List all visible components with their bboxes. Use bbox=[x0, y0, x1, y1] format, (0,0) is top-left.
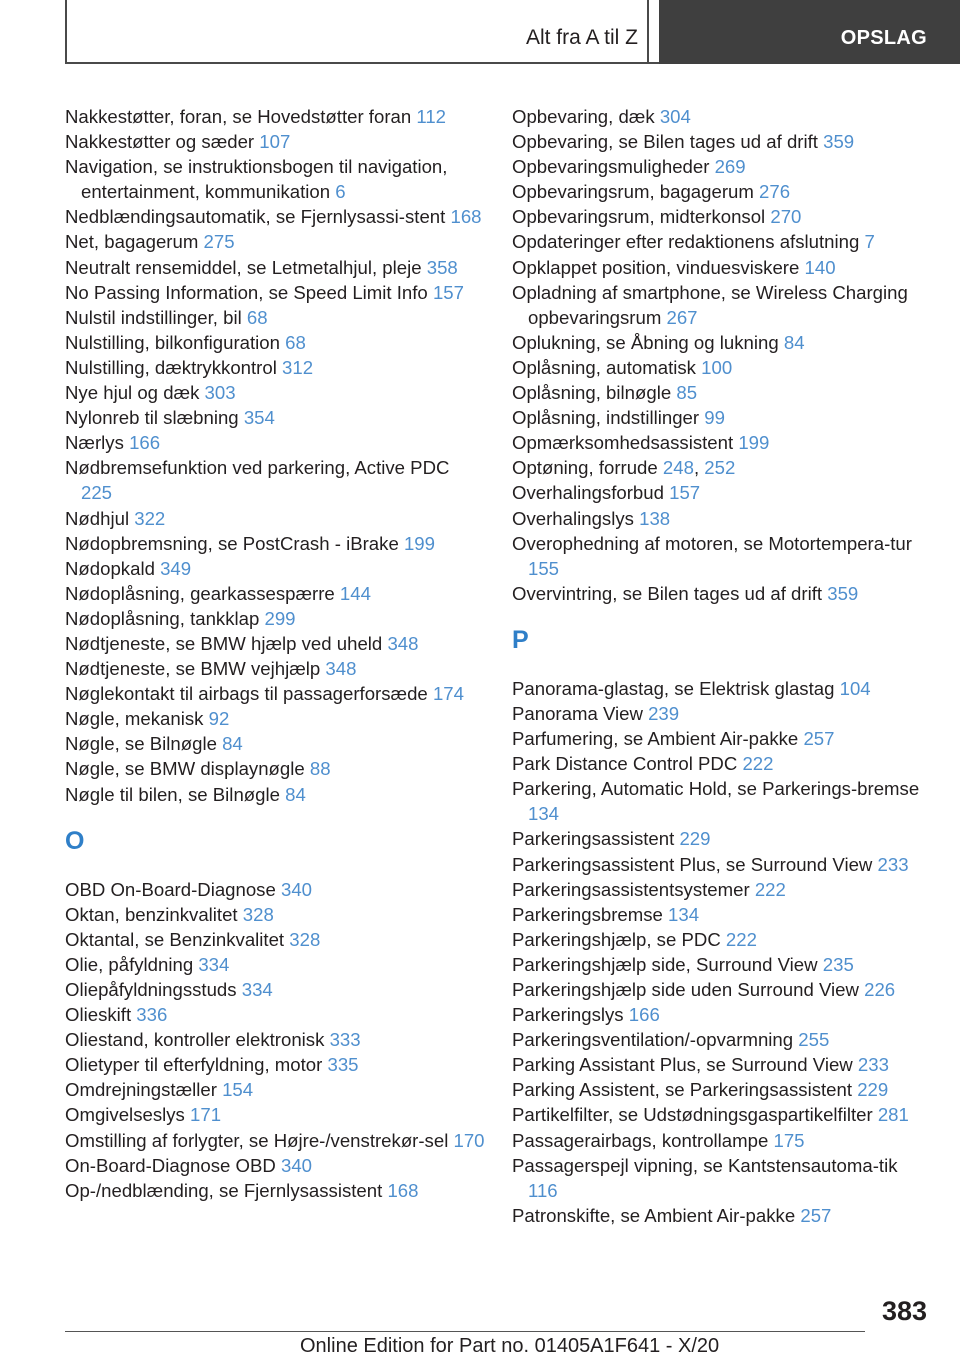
index-entry-term: Nye hjul og dæk bbox=[65, 382, 200, 404]
index-entry-term: Oplåsning, bilnøgle bbox=[512, 382, 672, 404]
index-entry bbox=[512, 1203, 932, 1228]
page-reference-link[interactable]: 267 bbox=[666, 306, 698, 328]
index-entry-term: Optøning, forrude bbox=[512, 457, 658, 479]
index-entry bbox=[65, 556, 485, 581]
index-entry bbox=[65, 204, 485, 229]
index-entry-term: Nødoplåsning, tankklap bbox=[65, 607, 260, 629]
index-entry-term: Parking Assistant Plus, se Surround View bbox=[512, 1054, 853, 1076]
index-letter-heading: O bbox=[65, 826, 85, 855]
page-reference-link[interactable]: 68 bbox=[285, 331, 306, 353]
page-reference-link[interactable]: 358 bbox=[426, 256, 458, 278]
page-reference-link[interactable]: 175 bbox=[773, 1129, 805, 1151]
index-entry bbox=[65, 430, 485, 455]
index-entry-term: Neutralt rensemiddel, se Letmetalhjul, pleje bbox=[65, 256, 422, 278]
index-entry bbox=[65, 531, 485, 556]
index-entry bbox=[512, 480, 932, 505]
index-entry-term: Opladning af smartphone, se Wireless Charging opbevaringsrum bbox=[512, 281, 908, 328]
index-entry bbox=[512, 229, 932, 254]
page-reference-link[interactable]: 104 bbox=[839, 677, 871, 699]
index-entry bbox=[65, 782, 485, 807]
index-entry-term: Nærlys bbox=[65, 432, 124, 454]
index-entry bbox=[65, 154, 485, 204]
page-reference-link[interactable]: 359 bbox=[823, 131, 855, 153]
page-reference-link[interactable]: 281 bbox=[877, 1104, 909, 1126]
index-entry-term: Oplåsning, indstillinger bbox=[512, 407, 700, 429]
page-reference-link[interactable]: 85 bbox=[676, 382, 698, 404]
index-entry bbox=[512, 877, 932, 902]
index-entry bbox=[65, 877, 485, 902]
index-entry-term: Overvintring, se Bilen tages ud af drift bbox=[512, 582, 823, 604]
page-reference-link[interactable]: 257 bbox=[803, 728, 835, 750]
index-entry-term: Olie, påfyldning bbox=[65, 953, 194, 975]
page-reference-link[interactable]: 199 bbox=[403, 532, 435, 554]
index-entry bbox=[512, 701, 932, 726]
index-entry-term: Nødtjeneste, se BMW vejhjælp bbox=[65, 658, 321, 680]
index-entry-term: Omgivelseslys bbox=[65, 1104, 185, 1126]
index-entry-term: Parkeringsassistent Plus, se Surround View bbox=[512, 853, 873, 875]
page-reference-link[interactable]: 270 bbox=[770, 206, 802, 228]
page-reference-link[interactable]: 349 bbox=[160, 557, 192, 579]
index-entry-term: Parkeringshjælp, se PDC bbox=[512, 928, 721, 950]
index-entry-term: Olietyper til efterfyldning, motor bbox=[65, 1054, 323, 1076]
index-entry bbox=[65, 1102, 485, 1127]
index-entry-term: Nulstilling, dæktrykkontrol bbox=[65, 356, 277, 378]
index-entry-term: Parkeringsventilation/-opvarmning bbox=[512, 1029, 794, 1051]
page-reference-link[interactable]: 334 bbox=[241, 979, 273, 1000]
index-entry bbox=[65, 305, 485, 330]
index-entry bbox=[512, 506, 932, 531]
page-reference-link[interactable]: 334 bbox=[198, 953, 230, 975]
index-entry bbox=[512, 977, 932, 1002]
page-reference-link[interactable]: 248 bbox=[662, 457, 694, 479]
index-entry bbox=[512, 1153, 932, 1203]
index-entry-term: Parfumering, se Ambient Air-pakke bbox=[512, 728, 799, 750]
index-entry-term: Oplåsning, automatisk bbox=[512, 356, 696, 378]
page-reference-link[interactable]: 340 bbox=[281, 878, 313, 900]
index-entry bbox=[65, 229, 485, 254]
page-reference-link[interactable]: 239 bbox=[648, 702, 680, 724]
index-entry bbox=[512, 204, 932, 229]
index-entry bbox=[512, 726, 932, 751]
index-entry bbox=[65, 927, 485, 952]
index-entry bbox=[65, 280, 485, 305]
index-entry bbox=[512, 1027, 932, 1052]
index-entry-term: Overophedning af motoren, se Motortempera-tur bbox=[512, 532, 912, 554]
index-entry bbox=[512, 826, 932, 851]
page-reference-link[interactable]: 134 bbox=[528, 803, 560, 825]
index-entry bbox=[65, 1052, 485, 1077]
index-entry-term: Parking Assistent, se Parkeringsassistent bbox=[512, 1079, 853, 1101]
index-entry-term: Opdateringer efter redaktionens afslutning bbox=[512, 231, 860, 253]
page-reference-link[interactable]: 68 bbox=[246, 306, 268, 328]
index-entry bbox=[65, 104, 485, 129]
page-reference-link[interactable]: 99 bbox=[704, 407, 725, 429]
index-entry-term: Omstilling af forlygter, se Højre-/venstrekør-sel bbox=[65, 1129, 449, 1151]
page-reference-link[interactable]: 7 bbox=[864, 231, 875, 253]
page-reference-link[interactable]: 170 bbox=[453, 1129, 485, 1151]
index-entry-term: Opbevaring, dæk bbox=[512, 106, 655, 127]
page-reference-link[interactable]: 276 bbox=[759, 181, 791, 203]
page-reference-link[interactable]: 107 bbox=[259, 131, 291, 153]
page-reference-link[interactable]: 84 bbox=[222, 733, 243, 755]
index-entry-term: Passagerairbags, kontrollampe bbox=[512, 1129, 769, 1151]
page-reference-link[interactable]: 303 bbox=[204, 382, 236, 404]
index-entry-term: Op-/nedblænding, se Fjernlysassistent bbox=[65, 1179, 383, 1201]
index-entry bbox=[65, 255, 485, 280]
index-entry-term: Oliestand, kontroller elektronisk bbox=[65, 1029, 325, 1051]
index-entry-term: Nulstil indstillinger, bil bbox=[65, 306, 242, 328]
index-entry-term: Partikelfilter, se Udstødningsgaspartikelfilter bbox=[512, 1104, 873, 1126]
index-entry-term: Nødopkald bbox=[65, 557, 155, 579]
index-entry-term: Passagerspejl vipning, se Kantstensautoma-tik bbox=[512, 1154, 898, 1176]
index-entry bbox=[512, 531, 932, 581]
index-entry bbox=[512, 1077, 932, 1102]
index-entry bbox=[65, 506, 485, 531]
footer-rule bbox=[65, 1331, 865, 1332]
index-entry-term: Opmærksomhedsassistent bbox=[512, 432, 734, 454]
page-reference-link[interactable]: 84 bbox=[285, 783, 306, 805]
index-entry bbox=[65, 681, 485, 706]
page-reference-link[interactable]: 154 bbox=[222, 1079, 254, 1101]
index-entry bbox=[512, 129, 932, 154]
index-entry-term: Nøgle, se Bilnøgle bbox=[65, 733, 217, 755]
index-entry-term: Parkeringsbremse bbox=[512, 903, 663, 925]
index-entry bbox=[65, 1027, 485, 1052]
page-reference-link[interactable]: 168 bbox=[387, 1179, 419, 1201]
index-entry-term: Nødoplåsning, gearkassespærre bbox=[65, 582, 335, 604]
index-entry-term: Nakkestøtter, foran, se Hovedstøtter foran bbox=[65, 106, 412, 127]
page-reference-link[interactable]: 157 bbox=[432, 281, 464, 303]
index-entry-term: Parkeringsassistent bbox=[512, 828, 675, 850]
index-entry bbox=[512, 380, 932, 405]
page-reference-link[interactable]: 333 bbox=[329, 1029, 361, 1051]
index-entry bbox=[65, 129, 485, 154]
index-entry-term: Oktan, benzinkvalitet bbox=[65, 903, 238, 925]
page-reference-link[interactable]: 229 bbox=[679, 828, 711, 850]
page-reference-link[interactable]: 233 bbox=[877, 853, 909, 875]
page-reference-link[interactable]: 157 bbox=[669, 482, 701, 504]
index-entry bbox=[512, 676, 932, 701]
page-reference-link[interactable]: 354 bbox=[243, 407, 275, 429]
page-reference-link[interactable]: 359 bbox=[827, 582, 859, 604]
index-entry-term: Park Distance Control PDC bbox=[512, 753, 738, 775]
index-entry-term: Parkeringslys bbox=[512, 1004, 624, 1026]
page-reference-link[interactable]: 222 bbox=[725, 928, 757, 950]
page-reference-link[interactable]: 233 bbox=[857, 1054, 889, 1076]
page-reference-link[interactable]: 322 bbox=[134, 507, 166, 529]
page-reference-link[interactable]: 257 bbox=[800, 1204, 832, 1226]
page-number: 383 bbox=[881, 1296, 927, 1326]
index-letter-heading: P bbox=[512, 625, 529, 654]
page-reference-link[interactable]: 229 bbox=[857, 1079, 889, 1101]
index-entry-term: Overhalingsforbud bbox=[512, 482, 664, 504]
page-reference-link[interactable]: 222 bbox=[742, 753, 774, 775]
index-entry bbox=[512, 927, 932, 952]
index-entry bbox=[65, 1153, 485, 1178]
index-entry bbox=[65, 455, 485, 505]
page-reference-link[interactable]: 222 bbox=[754, 878, 786, 900]
page-reference-link[interactable]: 134 bbox=[668, 903, 700, 925]
header-section-title: Alt fra A til Z bbox=[525, 26, 638, 49]
index-entry-term: OBD On-Board-Diagnose bbox=[65, 878, 276, 900]
index-entry-term: Overhalingslys bbox=[512, 507, 634, 529]
page-reference-link[interactable]: 255 bbox=[798, 1029, 830, 1051]
index-entry-term: Omdrejningstæller bbox=[65, 1079, 217, 1101]
index-entry-term: Nylonreb til slæbning bbox=[65, 407, 239, 429]
index-entry-term: Nulstilling, bilkonfiguration bbox=[65, 331, 280, 353]
index-entry bbox=[512, 1002, 932, 1027]
index-entry-term: Oktantal, se Benzinkvalitet bbox=[65, 928, 285, 950]
header-rule-bottom bbox=[65, 62, 659, 64]
page-reference-link[interactable]: 171 bbox=[190, 1104, 222, 1126]
index-entry bbox=[512, 330, 932, 355]
footer-edition-text: Online Edition for Part no. 01405A1F641 - X/20 bbox=[300, 1335, 720, 1357]
index-entry-term: Nøgle, se BMW displaynøgle bbox=[65, 758, 305, 780]
index-entry bbox=[512, 1052, 932, 1077]
index-entry-term: Olieskift bbox=[65, 1004, 132, 1026]
index-entry-term: Opbevaring, se Bilen tages ud af drift bbox=[512, 131, 818, 153]
index-entry bbox=[512, 1102, 932, 1127]
index-entry bbox=[65, 731, 485, 756]
index-entry bbox=[65, 902, 485, 927]
index-entry-term: Nødhjul bbox=[65, 507, 130, 529]
page-reference-link[interactable]: 340 bbox=[281, 1154, 313, 1176]
index-entry bbox=[65, 405, 485, 430]
index-entry-term: No Passing Information, se Speed Limit Info bbox=[65, 281, 428, 303]
index-entry bbox=[512, 902, 932, 927]
page-reference-link[interactable]: 155 bbox=[528, 557, 560, 579]
header-tab bbox=[659, 0, 960, 64]
page-reference-link[interactable]: 116 bbox=[528, 1179, 558, 1201]
page-reference-link[interactable]: 235 bbox=[822, 953, 854, 975]
index-entry-term: Parkeringshjælp side uden Surround View bbox=[512, 979, 859, 1000]
index-entry-term: Nøglekontakt til airbags til passagerforsæde bbox=[65, 683, 428, 705]
index-entry bbox=[65, 380, 485, 405]
index-entry bbox=[512, 255, 932, 280]
index-entry-term: Parkeringshjælp side, Surround View bbox=[512, 953, 818, 975]
index-entry-term: Nøgle til bilen, se Bilnøgle bbox=[65, 783, 280, 805]
page-reference-link[interactable]: 138 bbox=[639, 507, 671, 529]
page-reference-link[interactable]: 144 bbox=[339, 582, 371, 604]
index-entry bbox=[512, 430, 932, 455]
page-reference-link[interactable]: 328 bbox=[289, 928, 321, 950]
index-entry bbox=[65, 977, 485, 1002]
index-entry bbox=[512, 104, 932, 129]
page-reference-link[interactable]: 275 bbox=[203, 231, 235, 253]
header-rule-left bbox=[65, 0, 67, 64]
index-entry-term: Nødbremsefunktion ved parkering, Active PDC bbox=[65, 457, 450, 479]
index-entry bbox=[65, 1077, 485, 1102]
page-reference-link[interactable]: 174 bbox=[432, 683, 464, 705]
index-entry bbox=[65, 1128, 485, 1153]
page-reference-link[interactable]: 112 bbox=[416, 106, 447, 127]
page-reference-link[interactable]: 328 bbox=[242, 903, 274, 925]
page-reference-link[interactable]: 100 bbox=[701, 356, 733, 378]
page-reference-link[interactable]: 348 bbox=[325, 658, 357, 680]
index-entry-term: Panorama View bbox=[512, 702, 643, 724]
index-entry-term: Nøgle, mekanisk bbox=[65, 708, 204, 730]
page-reference-link[interactable]: 226 bbox=[864, 979, 896, 1000]
page-reference-link[interactable]: 335 bbox=[327, 1054, 359, 1076]
page-reference-link[interactable]: 336 bbox=[136, 1004, 168, 1026]
index-entry bbox=[512, 405, 932, 430]
page-reference-link[interactable]: 304 bbox=[659, 106, 691, 127]
index-entry bbox=[512, 154, 932, 179]
index-entry bbox=[65, 1178, 485, 1203]
index-entry-term: On-Board-Diagnose OBD bbox=[65, 1154, 276, 1176]
page-reference-link[interactable]: 166 bbox=[129, 432, 161, 454]
index-entry bbox=[65, 1002, 485, 1027]
index-entry bbox=[512, 952, 932, 977]
index-entry-term: Patronskifte, se Ambient Air-pakke bbox=[512, 1204, 796, 1226]
header-rule-divider bbox=[647, 0, 649, 64]
header-tab-label: OPSLAG bbox=[840, 27, 927, 49]
page-reference-link[interactable]: 252 bbox=[704, 457, 736, 479]
index-entry bbox=[65, 706, 485, 731]
page-reference-link[interactable]: 199 bbox=[738, 432, 770, 454]
index-column-left bbox=[65, 104, 485, 1203]
index-entry-term: Nødtjeneste, se BMW hjælp ved uheld bbox=[65, 632, 383, 654]
index-entry-term: Parkeringsassistentsystemer bbox=[512, 878, 750, 900]
index-entry bbox=[65, 952, 485, 977]
page-reference-link[interactable]: 269 bbox=[714, 156, 746, 178]
index-entry bbox=[512, 776, 932, 826]
index-entry: Optøning, forrude 248, 252 bbox=[512, 457, 736, 479]
index-entry-term: Oliepåfyldningsstuds bbox=[65, 979, 237, 1000]
index-entry bbox=[65, 581, 485, 606]
page-reference-link[interactable]: 299 bbox=[264, 607, 296, 629]
index-entry-term: Panorama-glastag, se Elektrisk glastag bbox=[512, 677, 835, 699]
page-reference-link[interactable]: 168 bbox=[450, 206, 482, 228]
index-entry-term: Nedblændingsautomatik, se Fjernlysassi-stent bbox=[65, 206, 446, 228]
index-entry-term: Opbevaringsrum, bagagerum bbox=[512, 181, 754, 203]
index-entry bbox=[512, 280, 932, 330]
index-entry bbox=[512, 751, 932, 776]
index-entry-term: Navigation, se instruktionsbogen til navigation, entertainment, kommunikation bbox=[65, 156, 448, 203]
index-entry bbox=[65, 330, 485, 355]
index-entry bbox=[512, 179, 932, 204]
index-entry-term: Oplukning, se Åbning og lukning bbox=[512, 331, 779, 353]
page-reference-link[interactable]: 140 bbox=[804, 256, 836, 278]
index-entry bbox=[512, 355, 932, 380]
page-reference-link[interactable]: 312 bbox=[282, 356, 314, 378]
index-column-right bbox=[512, 104, 932, 1228]
index-entry-term: Opbevaringsmuligheder bbox=[512, 156, 710, 178]
page-reference-link[interactable]: 88 bbox=[309, 758, 331, 780]
index-entry bbox=[65, 355, 485, 380]
index-entry bbox=[65, 756, 485, 781]
index-entry bbox=[65, 606, 485, 631]
page-reference-link[interactable]: 84 bbox=[783, 331, 805, 353]
index-entry bbox=[512, 1128, 932, 1153]
page-reference-link[interactable]: 6 bbox=[335, 181, 346, 203]
index-entry-term: Parkering, Automatic Hold, se Parkerings-bremse bbox=[512, 778, 920, 800]
index-entry bbox=[65, 631, 485, 656]
page-reference-link[interactable]: 348 bbox=[387, 632, 419, 654]
index-entry-term: Nakkestøtter og sæder bbox=[65, 131, 255, 153]
page-reference-link[interactable]: 166 bbox=[628, 1004, 660, 1026]
index-entry-term: Opbevaringsrum, midterkonsol bbox=[512, 206, 766, 228]
index-entry bbox=[512, 852, 932, 877]
index-entry bbox=[512, 581, 932, 606]
index-entry bbox=[65, 656, 485, 681]
index-entry-term: Opklappet position, vinduesviskere bbox=[512, 256, 800, 278]
page-reference-link[interactable]: 92 bbox=[208, 708, 230, 730]
index-entry-term: Net, bagagerum bbox=[65, 231, 199, 253]
index-entry-term: Nødopbremsning, se PostCrash - iBrake bbox=[65, 532, 399, 554]
page-reference-link[interactable]: 225 bbox=[81, 482, 113, 504]
